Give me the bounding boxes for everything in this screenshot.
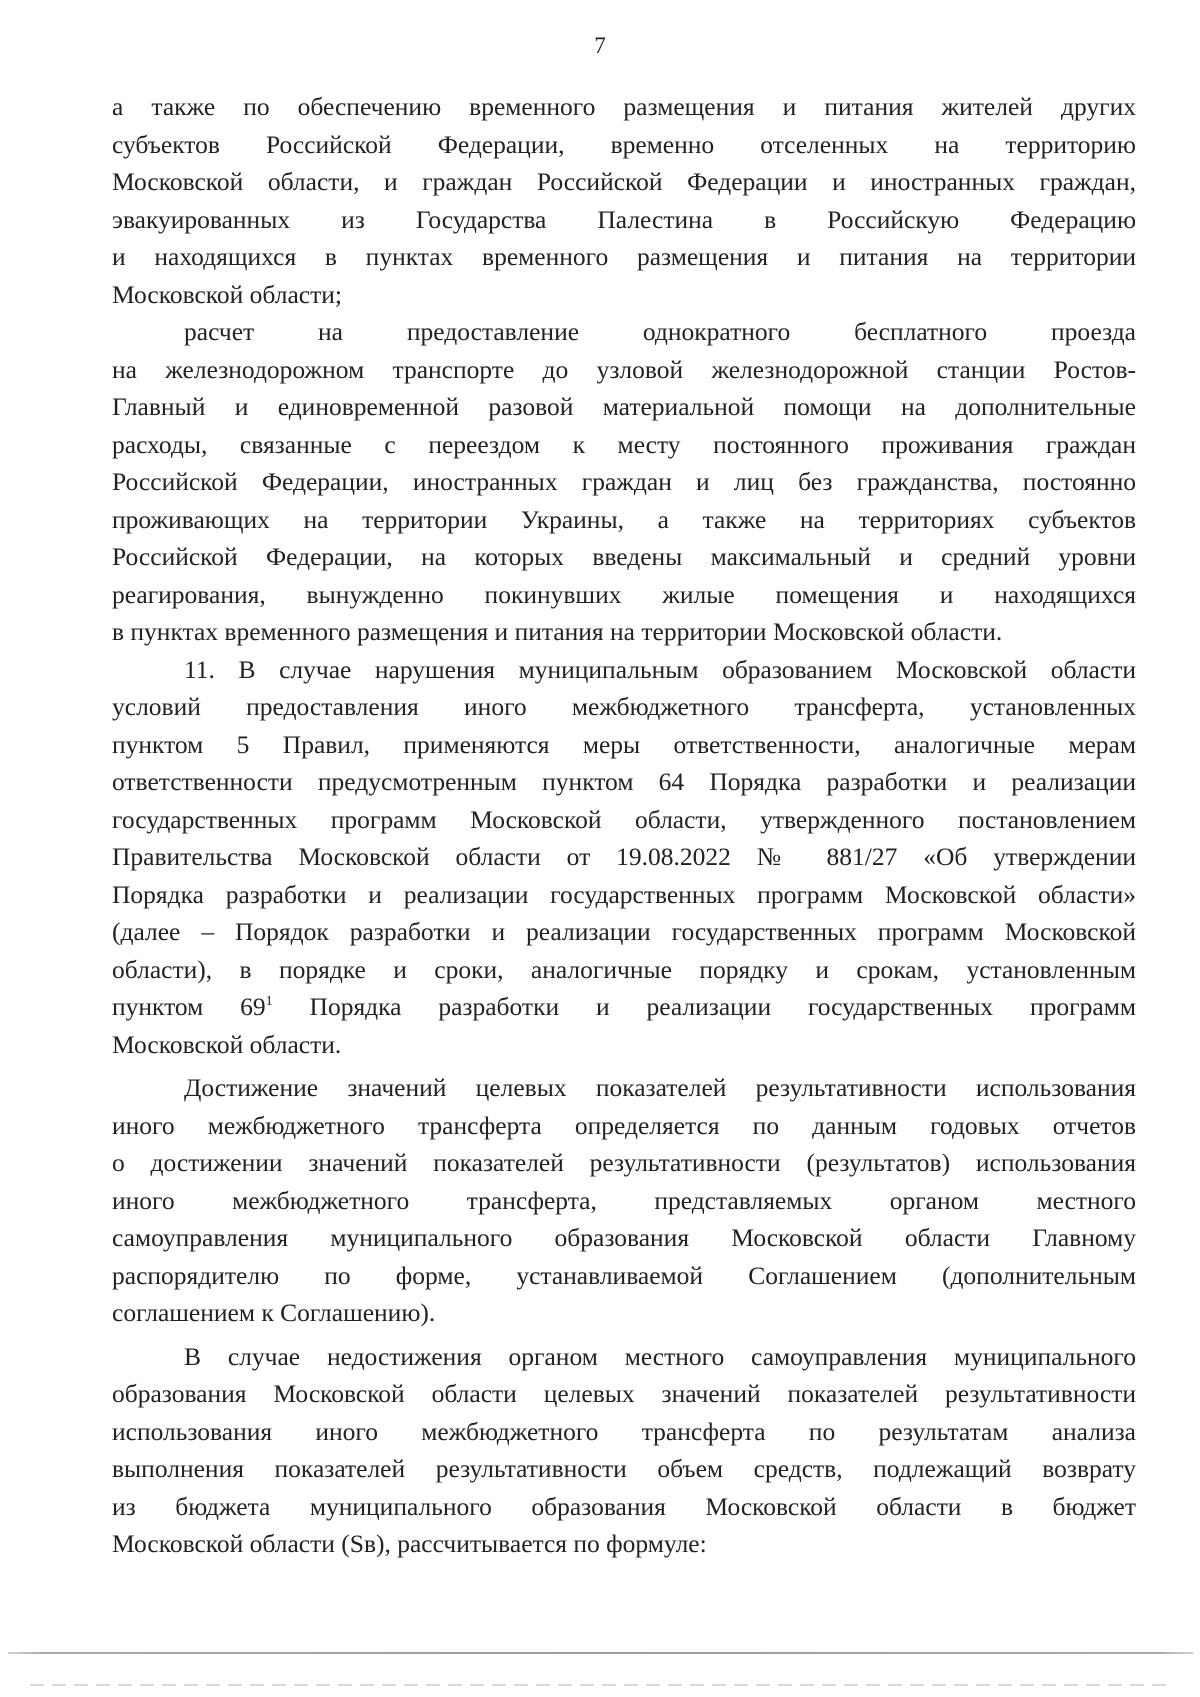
page-number: 7 xyxy=(594,33,606,58)
text-line: Московской области. xyxy=(112,1029,342,1059)
text-line: Порядка разработки и реализации государственных программ Московской области» xyxy=(112,879,1136,909)
text-line: расходы, связанные с переездом к месту постоянного проживания граждан xyxy=(112,429,1136,459)
paragraph-travel-calculation xyxy=(112,313,1136,651)
text-line: условий предоставления иного межбюджетного трансферта, установленных xyxy=(112,692,1136,721)
text-line: (далее – Порядок разработки и реализации государственных программ Московской xyxy=(112,917,1136,946)
text-line: самоуправления муниципального образования Московской области Главному xyxy=(112,1223,1136,1252)
text-line: 11. В случае нарушения муниципальным образованием Московской области xyxy=(184,654,1136,684)
text-line: государственных программ Московской области, утвержденного постановлением xyxy=(112,804,1136,834)
text-line: проживающих на территории Украины, а также на территориях субъектов xyxy=(112,504,1136,534)
text-line: выполнения показателей результативности объем средств, подлежащий возврату xyxy=(112,1454,1136,1483)
scan-edge-line xyxy=(30,1684,1170,1686)
text-line: о достижении значений показателей результативности (результатов) использования xyxy=(112,1148,1136,1177)
paragraph-clause-11 xyxy=(112,651,1136,1064)
text-line: области), в порядке и сроки, аналогичные порядку и срокам, установленным xyxy=(112,954,1136,984)
text-line: и находящихся в пунктах временного размещения и питания на территории xyxy=(112,242,1136,271)
text-line-with-footnote xyxy=(112,988,1136,1026)
text-line: эвакуированных из Государства Палестина в Российскую Федерацию xyxy=(112,204,1136,234)
text-line: Достижение значений целевых показателей результативности использования xyxy=(184,1073,1136,1102)
text-line: из бюджета муниципального образования Московской области в бюджет xyxy=(112,1491,1136,1521)
text-line: Российской Федерации, иностранных граждан и лиц без гражданства, постоянно xyxy=(112,467,1136,496)
text-line: Московской области, и граждан Российской Федерации и иностранных граждан, xyxy=(112,167,1136,196)
text-line: распорядителю по форме, устанавливаемой Соглашением (дополнительным xyxy=(112,1260,1136,1290)
text-line: на железнодорожном транспорте до узловой железнодорожной станции Ростов- xyxy=(112,354,1136,384)
text-line: а также по обеспечению временного размещения и питания жителей других xyxy=(112,92,1136,121)
text-line: иного межбюджетного трансферта, представляемых органом местного xyxy=(112,1185,1136,1215)
text-line: иного межбюджетного трансферта определяется по данным годовых отчетов xyxy=(112,1110,1136,1140)
text-line: Московской области; xyxy=(112,279,342,309)
text-line: использования иного межбюджетного трансферта по результатам анализа xyxy=(112,1416,1136,1446)
text-line: расчет на предоставление однократного бесплатного проезда xyxy=(184,317,1136,346)
text-line: Московской области (Sв), рассчитывается по формуле: xyxy=(112,1529,707,1558)
text-line: пунктом 5 Правил, применяются меры ответственности, аналогичные мерам xyxy=(112,729,1136,759)
document-body xyxy=(112,88,1136,1563)
paragraph-achievement-values xyxy=(112,1069,1136,1332)
text-line: соглашением к Соглашению). xyxy=(112,1298,436,1327)
footnote-superscript: 1 xyxy=(265,994,273,1009)
text-fragment: пунктом 69 xyxy=(112,992,266,1021)
text-line: реагирования, вынужденно покинувших жилые помещения и находящихся xyxy=(112,579,1136,609)
text-line: Правительства Московской области от 19.08.2022 № 881/27 «Об утверждении xyxy=(112,842,1136,871)
text-line: В случае недостижения органом местного самоуправления муниципального xyxy=(184,1341,1136,1371)
text-line: субъектов Российской Федерации, временно отселенных на территорию xyxy=(112,129,1136,159)
paragraph-non-achievement xyxy=(112,1338,1136,1563)
text-line: в пунктах временного размещения и питания на территории Московской области. xyxy=(112,617,1003,646)
text-line: ответственности предусмотренным пунктом 64 Порядка разработки и реализации xyxy=(112,767,1136,796)
paragraph-continuation xyxy=(112,88,1136,313)
text-line: Главный и единовременной разовой материальной помощи на дополнительные xyxy=(112,392,1136,421)
text-line: образования Московской области целевых значений показателей результативности xyxy=(112,1379,1136,1408)
text-line: Российской Федерации, на которых введены максимальный и средний уровни xyxy=(112,542,1136,571)
scan-edge-line xyxy=(8,1652,1193,1654)
text-fragment: Порядка разработки и реализации государственных программ xyxy=(272,992,1136,1021)
